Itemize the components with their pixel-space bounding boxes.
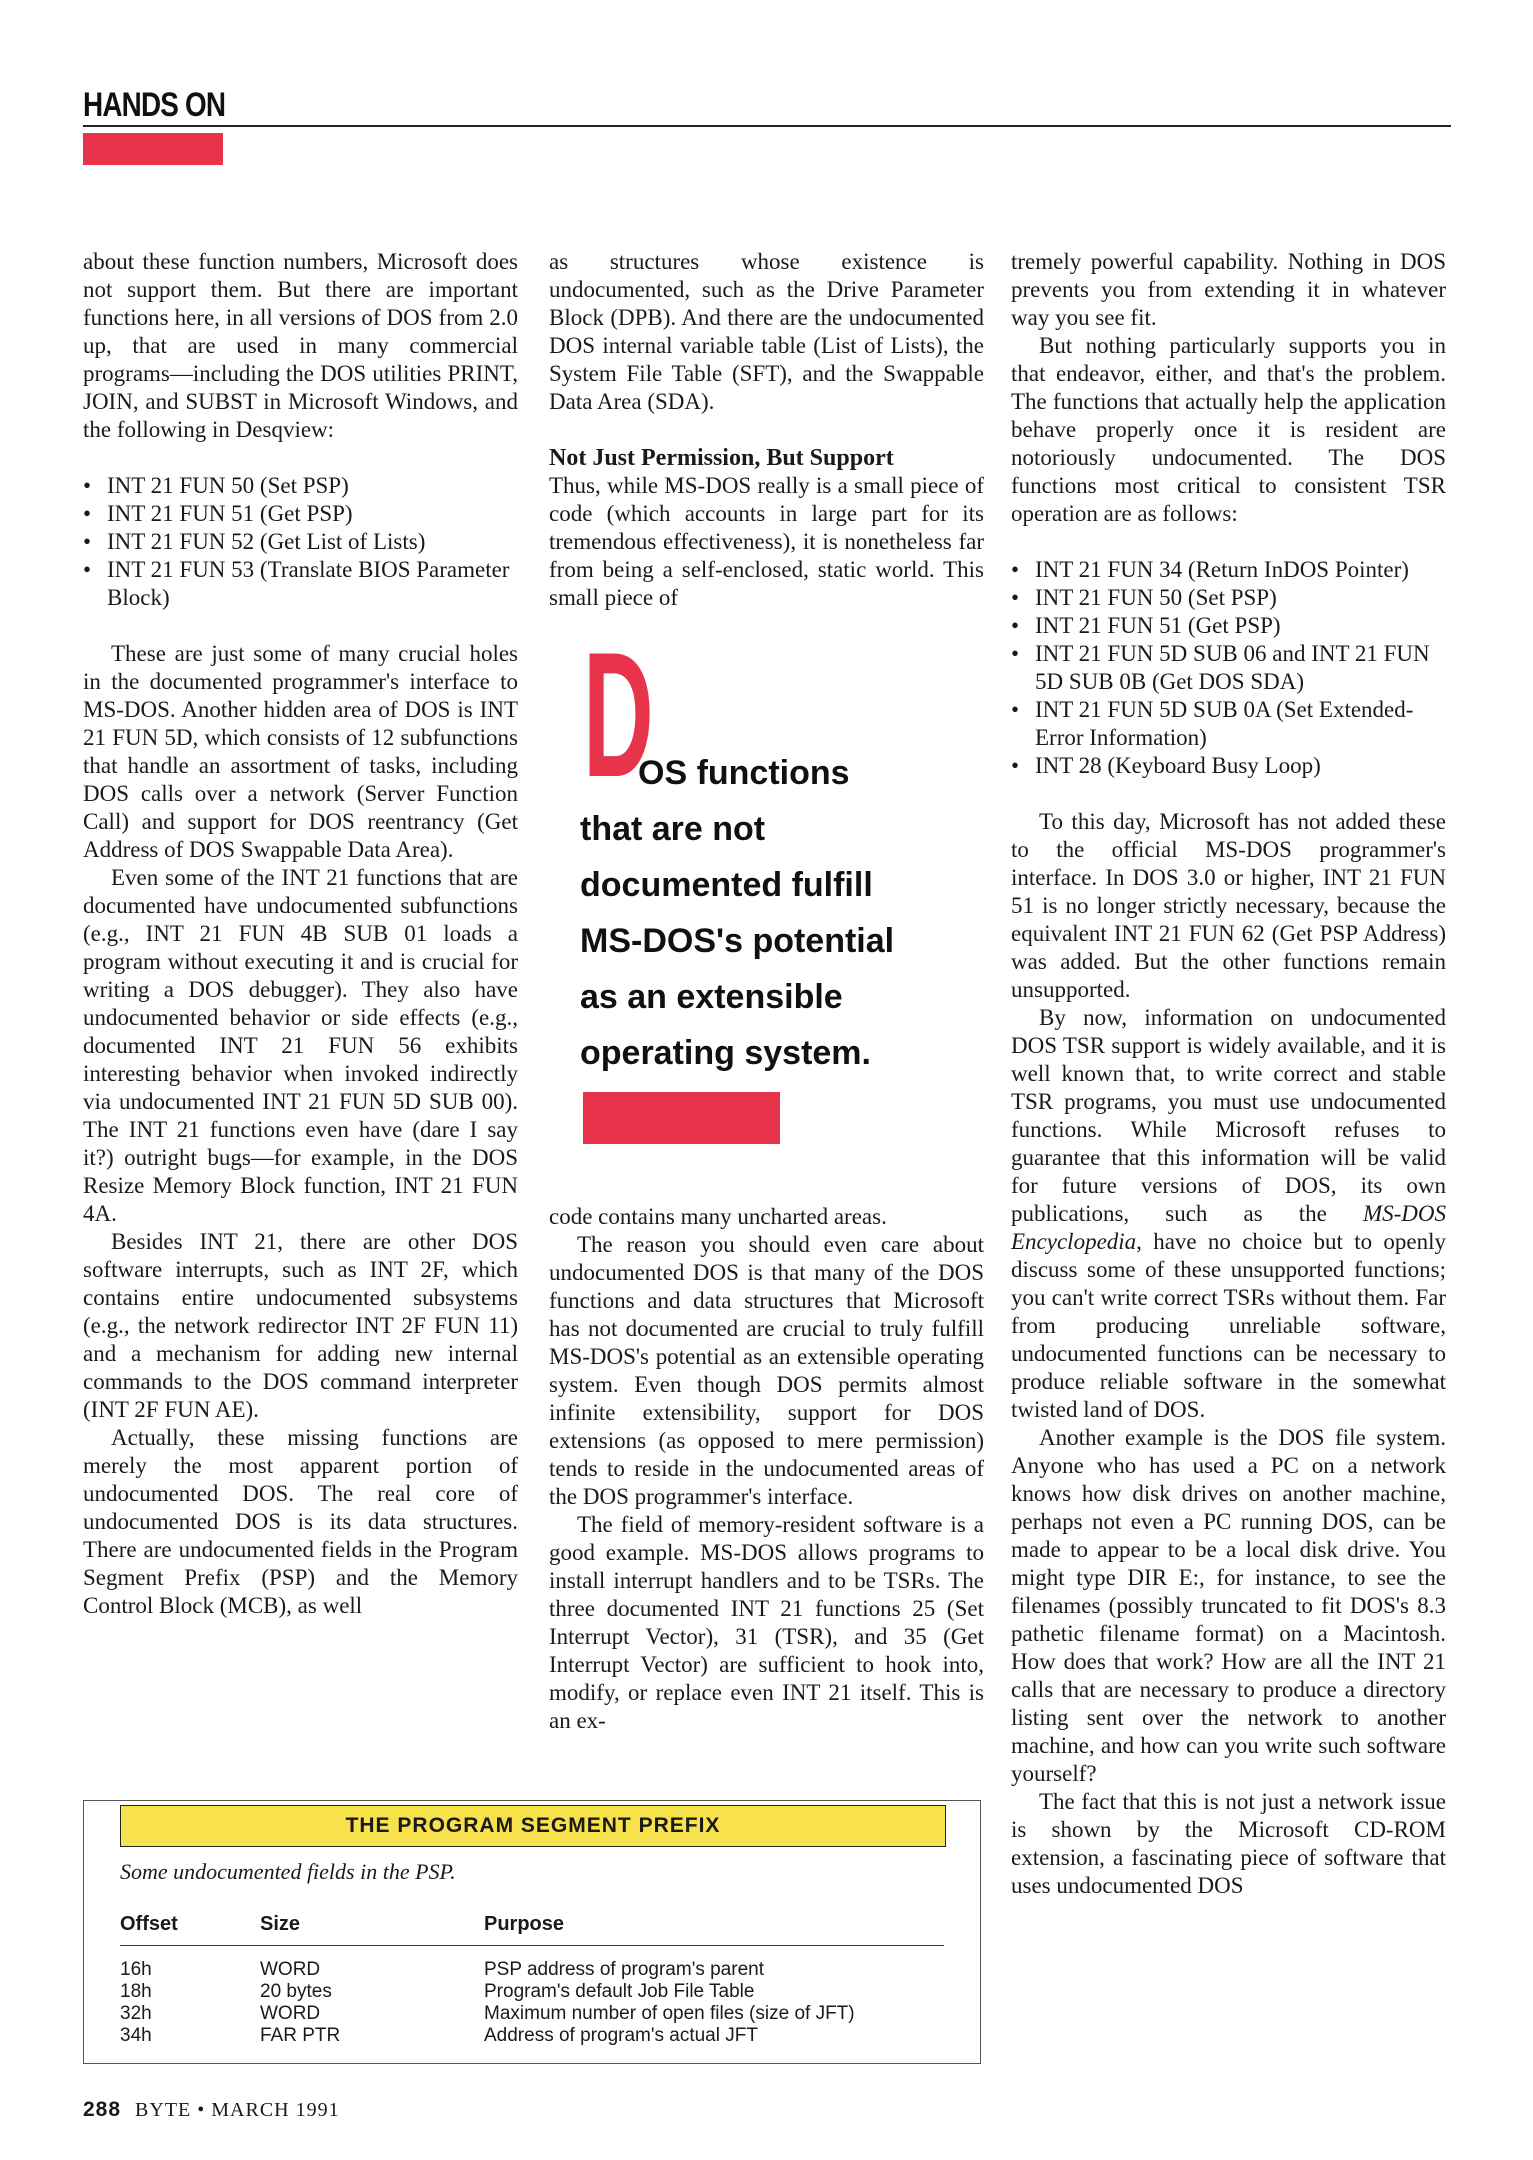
cell-purpose: Program's default Job File Table (484, 1981, 755, 2002)
header-purpose: Purpose (484, 1913, 565, 1935)
cell-purpose: Maximum number of open files (size of JFT) (484, 2003, 855, 2024)
paragraph: Besides INT 21, there are other DOS software interrupts, such as INT 2F, which contains entire undocumented subsystems (e.g., the network redirector INT 2F FUN 11) and a mechanism for adding new internal commands to the DOS command interpreter (INT 2F FUN AE). (83, 1229, 518, 1422)
text-run: , have no choice but to openly discuss some of these unsupported functions; you can't write correct TSRs without them. Far from producing unreliable software, undocumented functions can be necessary to produce reliable software in the somewhat twisted land of DOS. (1011, 1229, 1446, 1422)
page-footer (83, 2098, 340, 2122)
paragraph: Actually, these missing functions are merely the most apparent portion of undocumented DOS. The real core of undocumented DOS is its data structures. There are undocumented fields in the Program Segment Prefix (PSP) and the Memory Control Block (MCB), as well (83, 1425, 518, 1618)
list-item: • INT 21 FUN 34 (Return InDOS Pointer) (1011, 556, 1446, 584)
list-item: • INT 21 FUN 52 (Get List of Lists) (83, 528, 518, 556)
paragraph: code contains many uncharted areas. (549, 1204, 887, 1229)
cell-offset: 18h (120, 1981, 152, 2002)
paragraph: These are just some of many crucial holes in the documented programmer's interface to MS-DOS. Another hidden area of DOS is INT 21 FUN 5D, which consists of 12 subfunctions that handle an assortment of tasks, including DOS calls over a network (Server Function Call) and support for DOS reentrancy (Get Address of DOS Swappable Data Area). (83, 641, 518, 862)
bullet-list (83, 472, 518, 612)
psp-table-title: THE PROGRAM SEGMENT PREFIX (120, 1805, 946, 1847)
pullquote-dropcap: D (583, 615, 654, 814)
list-item: • INT 21 FUN 51 (Get PSP) (1011, 612, 1446, 640)
psp-table-box (83, 1800, 981, 2064)
cell-purpose: Address of program's actual JFT (484, 2025, 758, 2046)
pullquote-line: as an extensible (580, 978, 843, 1016)
page-number: 288 (83, 2098, 122, 2121)
cell-size: WORD (260, 2003, 321, 2024)
list-item: • INT 28 (Keyboard Busy Loop) (1011, 752, 1446, 780)
paragraph: But nothing particularly supports you in that endeavor, either, and that's the problem. The functions that actually help the application behave properly once it is resident are notoriously undocumented. The DOS functions most critical to consistent TSR operation are as follows: (1011, 333, 1446, 526)
psp-table-rule (120, 1945, 944, 1946)
list-item: • INT 21 FUN 53 (Translate BIOS Parameter Block) (83, 556, 518, 612)
list-item: • INT 21 FUN 50 (Set PSP) (1011, 584, 1446, 612)
list-item: • INT 21 FUN 5D SUB 06 and INT 21 FUN 5D SUB 0B (Get DOS SDA) (1011, 640, 1446, 696)
pullquote-line: MS-DOS's potential (580, 922, 895, 960)
paragraph: tremely powerful capability. Nothing in DOS prevents you from extending it in whatever way you see fit. (1011, 249, 1446, 330)
paragraph: about these function numbers, Microsoft does not support them. But there are important functions here, in all versions of DOS from 2.0 up, that are used in many commercial programs—including the DOS utilities PRINT, JOIN, and SUBST in Microsoft Windows, and the following in Desqview: (83, 249, 518, 442)
list-item: • INT 21 FUN 51 (Get PSP) (83, 500, 518, 528)
paragraph (1011, 1004, 1446, 1424)
cell-offset: 32h (120, 2003, 152, 2024)
paragraph: Another example is the DOS file system. Anyone who has used a PC on a network knows how disk drives on another machine, perhaps not even a PC running DOS, can be made to appear to be a local disk drive. You might type DIR E:, for instance, to see the filenames (possibly truncated to fit DOS's 8.3 pathetic filename format) on a Macintosh. How does that work? How are all the INT 21 calls that are necessary to produce a directory listing sent over the network to another machine, and how can you write such software yourself? (1011, 1425, 1446, 1786)
pullquote-line: documented fulfill (580, 866, 873, 904)
pullquote-line: operating system. (580, 1034, 871, 1072)
column-3 (1011, 248, 1446, 1900)
cell-size: 20 bytes (260, 1981, 332, 2002)
header-accent-bar (83, 133, 223, 165)
pullquote-accent-bar (583, 1092, 780, 1144)
bullet-list (1011, 556, 1446, 780)
column-2-bottom (549, 1203, 984, 1735)
paragraph: The fact that this is not just a network issue is shown by the Microsoft CD-ROM extension, a fascinating piece of software that uses undocumented DOS (1011, 1789, 1446, 1898)
paragraph: To this day, Microsoft has not added these to the official MS-DOS programmer's interface. In DOS 3.0 or higher, INT 21 FUN 51 is no longer strictly necessary, because the equivalent INT 21 FUN 62 (Get PSP Address) was added. But the other functions remain unsupported. (1011, 809, 1446, 1002)
pullquote (580, 645, 1000, 1081)
header-offset: Offset (120, 1913, 178, 1935)
pullquote-line: OS functions (638, 754, 850, 792)
cell-purpose: PSP address of program's parent (484, 1959, 764, 1980)
list-item: • INT 21 FUN 50 (Set PSP) (83, 472, 518, 500)
publication-line: BYTE • MARCH 1991 (135, 2099, 340, 2121)
header-size: Size (260, 1913, 301, 1935)
cell-offset: 34h (120, 2025, 152, 2046)
cell-size: WORD (260, 1959, 321, 1980)
text-run: By now, information on undocumented DOS TSR support is widely available, and it is well known that, to write correct and stable TSR programs, you must use undocumented functions. While Microsoft refuses to guarantee that this information will be valid for future versions of DOS, its own publications, such as the (1011, 1005, 1446, 1226)
header-rule (83, 125, 1451, 127)
subheading: Not Just Permission, But Support (549, 445, 894, 471)
paragraph: as structures whose existence is undocumented, such as the Drive Parameter Block (DPB). And there are the undocumented DOS internal variable table (List of Lists), the System File Table (SFT), and the Swappable Data Area (SDA). (549, 249, 984, 414)
section-tag: HANDS ON (83, 86, 226, 124)
psp-table-subtitle: Some undocumented fields in the PSP. (120, 1859, 456, 1884)
column-2-top (549, 248, 984, 612)
cell-offset: 16h (120, 1959, 152, 1980)
paragraph: Thus, while MS-DOS really is a small piece of code (which accounts in large part for its tremendous effectiveness), it is nonetheless far from being a self-enclosed, static world. This small piece of (549, 473, 984, 610)
paragraph: The reason you should even care about undocumented DOS is that many of the DOS functions and data structures that Microsoft has not documented are crucial to truly fulfill MS-DOS's potential as an extensible operating system. Even though DOS permits almost infinite extensibility, support for DOS extensions (as opposed to mere permission) tends to reside in the undocumented areas of the DOS programmer's interface. (549, 1232, 984, 1509)
paragraph: The field of memory-resident software is a good example. MS-DOS allows programs to install interrupt handlers and to be TSRs. The three documented INT 21 functions 25 (Set Interrupt Vector), 31 (TSR), and 35 (Get Interrupt Vector) are sufficient to hook into, modify, or replace even INT 21 itself. This is an ex- (549, 1512, 984, 1733)
pullquote-line: that are not (580, 810, 766, 848)
cell-size: FAR PTR (260, 2025, 341, 2046)
column-1 (83, 248, 518, 1620)
paragraph: Even some of the INT 21 functions that are documented have undocumented subfunctions (e.g., INT 21 FUN 4B SUB 01 loads a program without executing it and is crucial for writing a DOS debugger). They also have undocumented behavior or side effects (e.g., documented INT 21 FUN 56 exhibits interesting behavior when invoked indirectly via undocumented INT 21 FUN 5D SUB 00). The INT 21 functions even have (dare I say it?) outright bugs—for example, in the DOS Resize Memory Block function, INT 21 FUN 4A. (83, 865, 518, 1226)
publication-title: MS-DOS Encyclopedia (1011, 1201, 1446, 1254)
list-item: • INT 21 FUN 5D SUB 0A (Set Extended-Error Information) (1011, 696, 1446, 752)
